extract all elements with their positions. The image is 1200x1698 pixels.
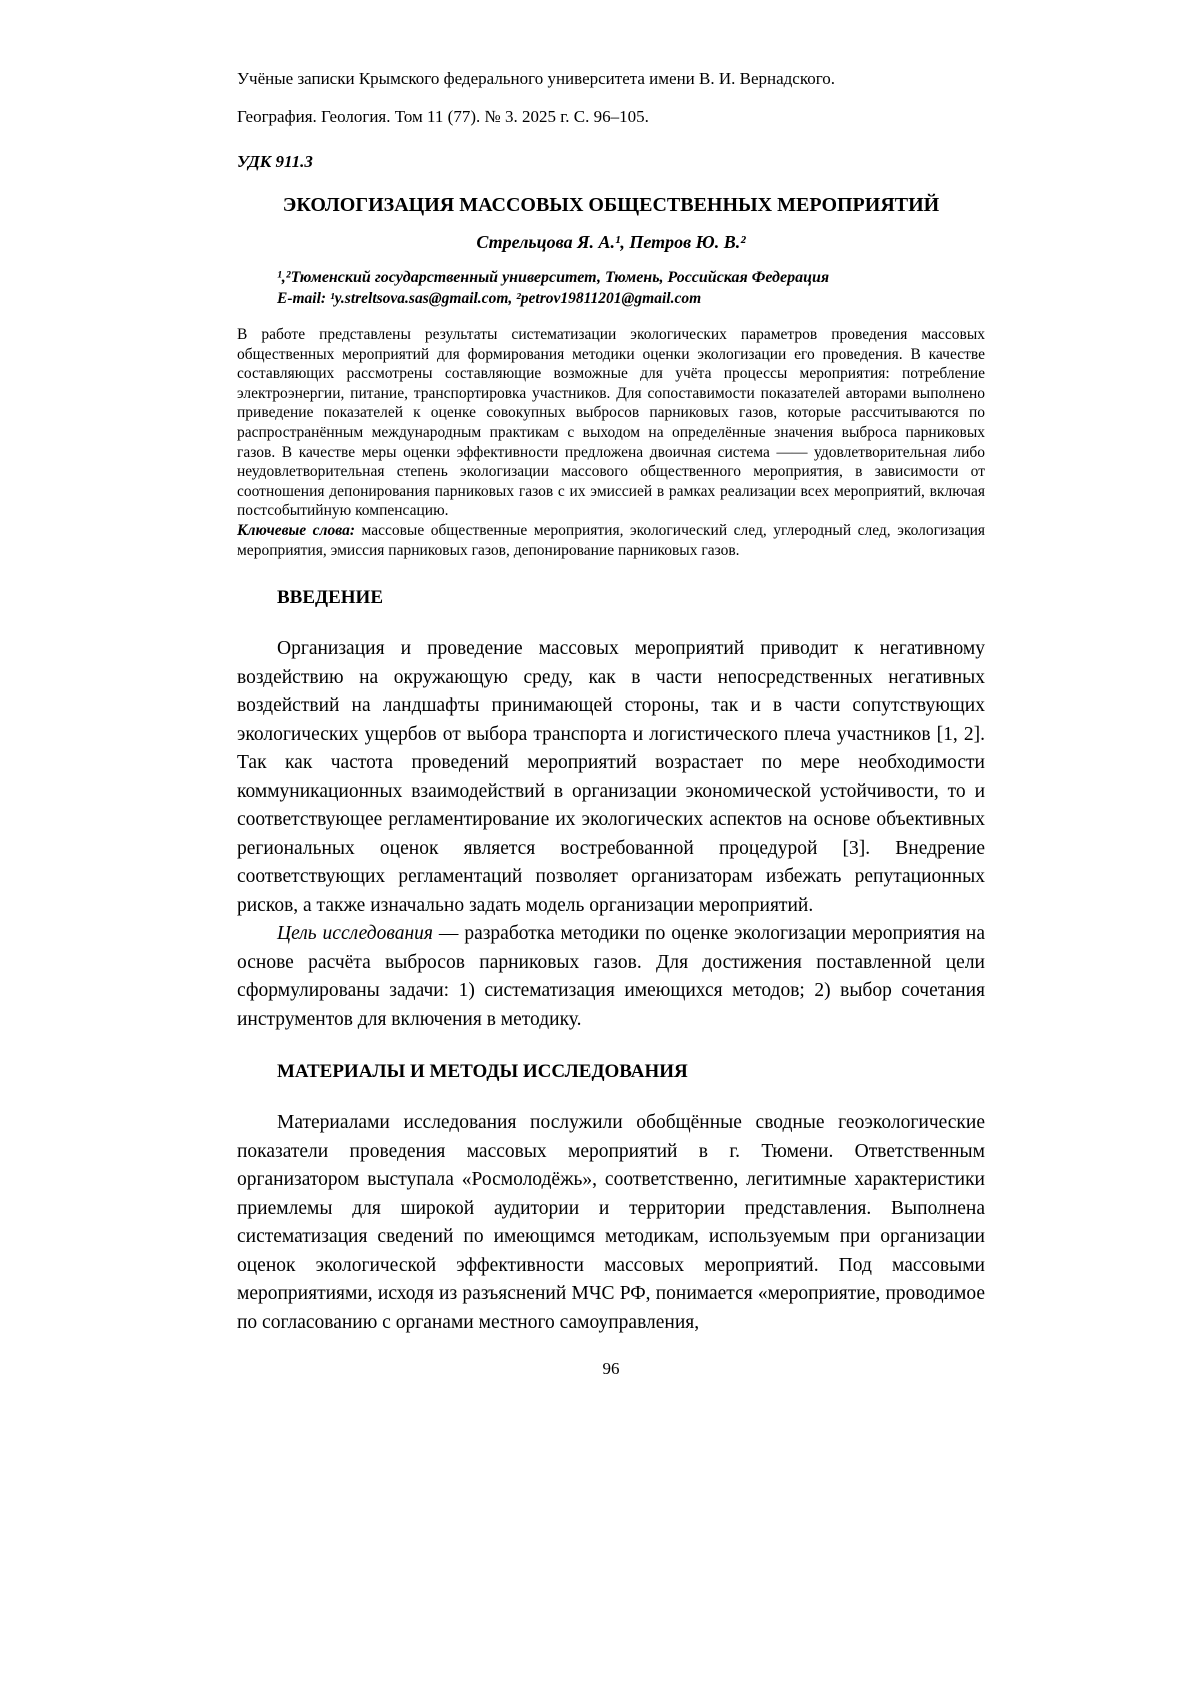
- journal-header: [237, 68, 985, 128]
- page-number: 96: [602, 1359, 620, 1379]
- authors-line: Стрельцова Я. А.¹, Петров Ю. В.²: [476, 232, 746, 252]
- udc-code: УДК 911.3: [237, 152, 313, 171]
- keywords-label: Ключевые слова:: [237, 521, 355, 539]
- article-title: ЭКОЛОГИЗАЦИЯ МАССОВЫХ ОБЩЕСТВЕННЫХ МЕРОПРИЯТИЙ: [282, 194, 940, 216]
- journal-title-line: Учёные записки Крымского федерального университета имени В. И. Вернадского.: [237, 69, 836, 88]
- intro-paragraph-1: Организация и проведение массовых мероприятий приводит к негативному воздействию на окружающую среду, как в части непосредственных негативных воздействий на ландшафты принимающей стороны, так и в части сопутствующих экологических ущербов от выбора транспорта и логистического плеча участников [1, 2]. Так как частота проведений мероприятий возрастает по мере необходимости коммуникационных взаимодействий в организации экономической устойчивости, то и соответствующее регламентирование их экологических аспектов на основе объективных региональных оценок является востребованной процедурой [3]. Внедрение соответствующих регламентаций позволяет организаторам избежать репутационных рисков, а также изначально задать модель организации мероприятий.: [237, 638, 985, 916]
- email-line: E-mail: ¹y.streltsova.sas@gmail.com, ²petrov19811201@gmail.com: [277, 290, 702, 307]
- abstract-text: В работе представлены результаты систематизации экологических параметров проведения массовых общественных мероприятий для формирования методики оценки экологизации его проведения. В качестве составляющих рассмотрены составляющие возможные для учёта процессы мероприятия: потребление электроэнергии, питание, транспортировка участников. Для сопоставимости показателей авторами выполнено приведение показателей к оценке совокупных выбросов парниковых газов, которые рассчитываются по распространённым международным практикам с выходом на определённые значения выброса парниковых газов. В качестве меры оценки эффективности предложена двоичная система —— удовлетворительная либо неудовлетворительная степень экологизации массового общественного мероприятия, в зависимости от соотношения депонирования парниковых газов с их эмиссией в рамках реализации всех мероприятий, включая постсобытийную компенсацию.: [237, 326, 985, 520]
- keywords-line: [237, 521, 985, 560]
- research-goal-rest: — разработка методики по оценке экологизации мероприятия на основе расчёта выбросов парниковых газов. Для достижения поставленной цели сформулированы задачи: 1) систематизация имеющихся методов; 2) выбор сочетания инструментов для включения в методику.: [237, 923, 986, 1030]
- research-goal-lead: Цель исследования: [277, 923, 433, 945]
- journal-issue-line: География. Геология. Том 11 (77). № 3. 2025 г. С. 96–105.: [237, 107, 649, 126]
- abstract-block: [237, 325, 985, 560]
- keywords-text: массовые общественные мероприятия, экологический след, углеродный след, экологизация мероприятия, эмиссия парниковых газов, депонирование парниковых газов.: [237, 521, 986, 559]
- section-heading-introduction: ВВЕДЕНИЕ: [277, 587, 383, 609]
- affiliation-block: [277, 267, 985, 309]
- section-heading-methods: МАТЕРИАЛЫ И МЕТОДЫ ИССЛЕДОВАНИЯ: [277, 1061, 688, 1083]
- affiliation-line: ¹,²Тюменский государственный университет, Тюмень, Российская Федерация: [277, 269, 830, 286]
- methods-paragraph-1: Материалами исследования послужили обобщённые сводные геоэкологические показатели проведения массовых мероприятий в г. Тюмени. Ответственным организатором выступала «Росмолодёжь», соответственно, легитимные характеристики приемлемы для широкой аудитории и территории представления. Выполнена систематизация сведений по имеющимся методикам, используемым при организации оценок экологической эффективности массовых мероприятий. Под массовыми мероприятиями, исходя из разъяснений МЧС РФ, понимается «мероприятие, проводимое по согласованию с органами местного самоуправления,: [237, 1112, 985, 1333]
- intro-paragraph-2: [237, 920, 985, 1034]
